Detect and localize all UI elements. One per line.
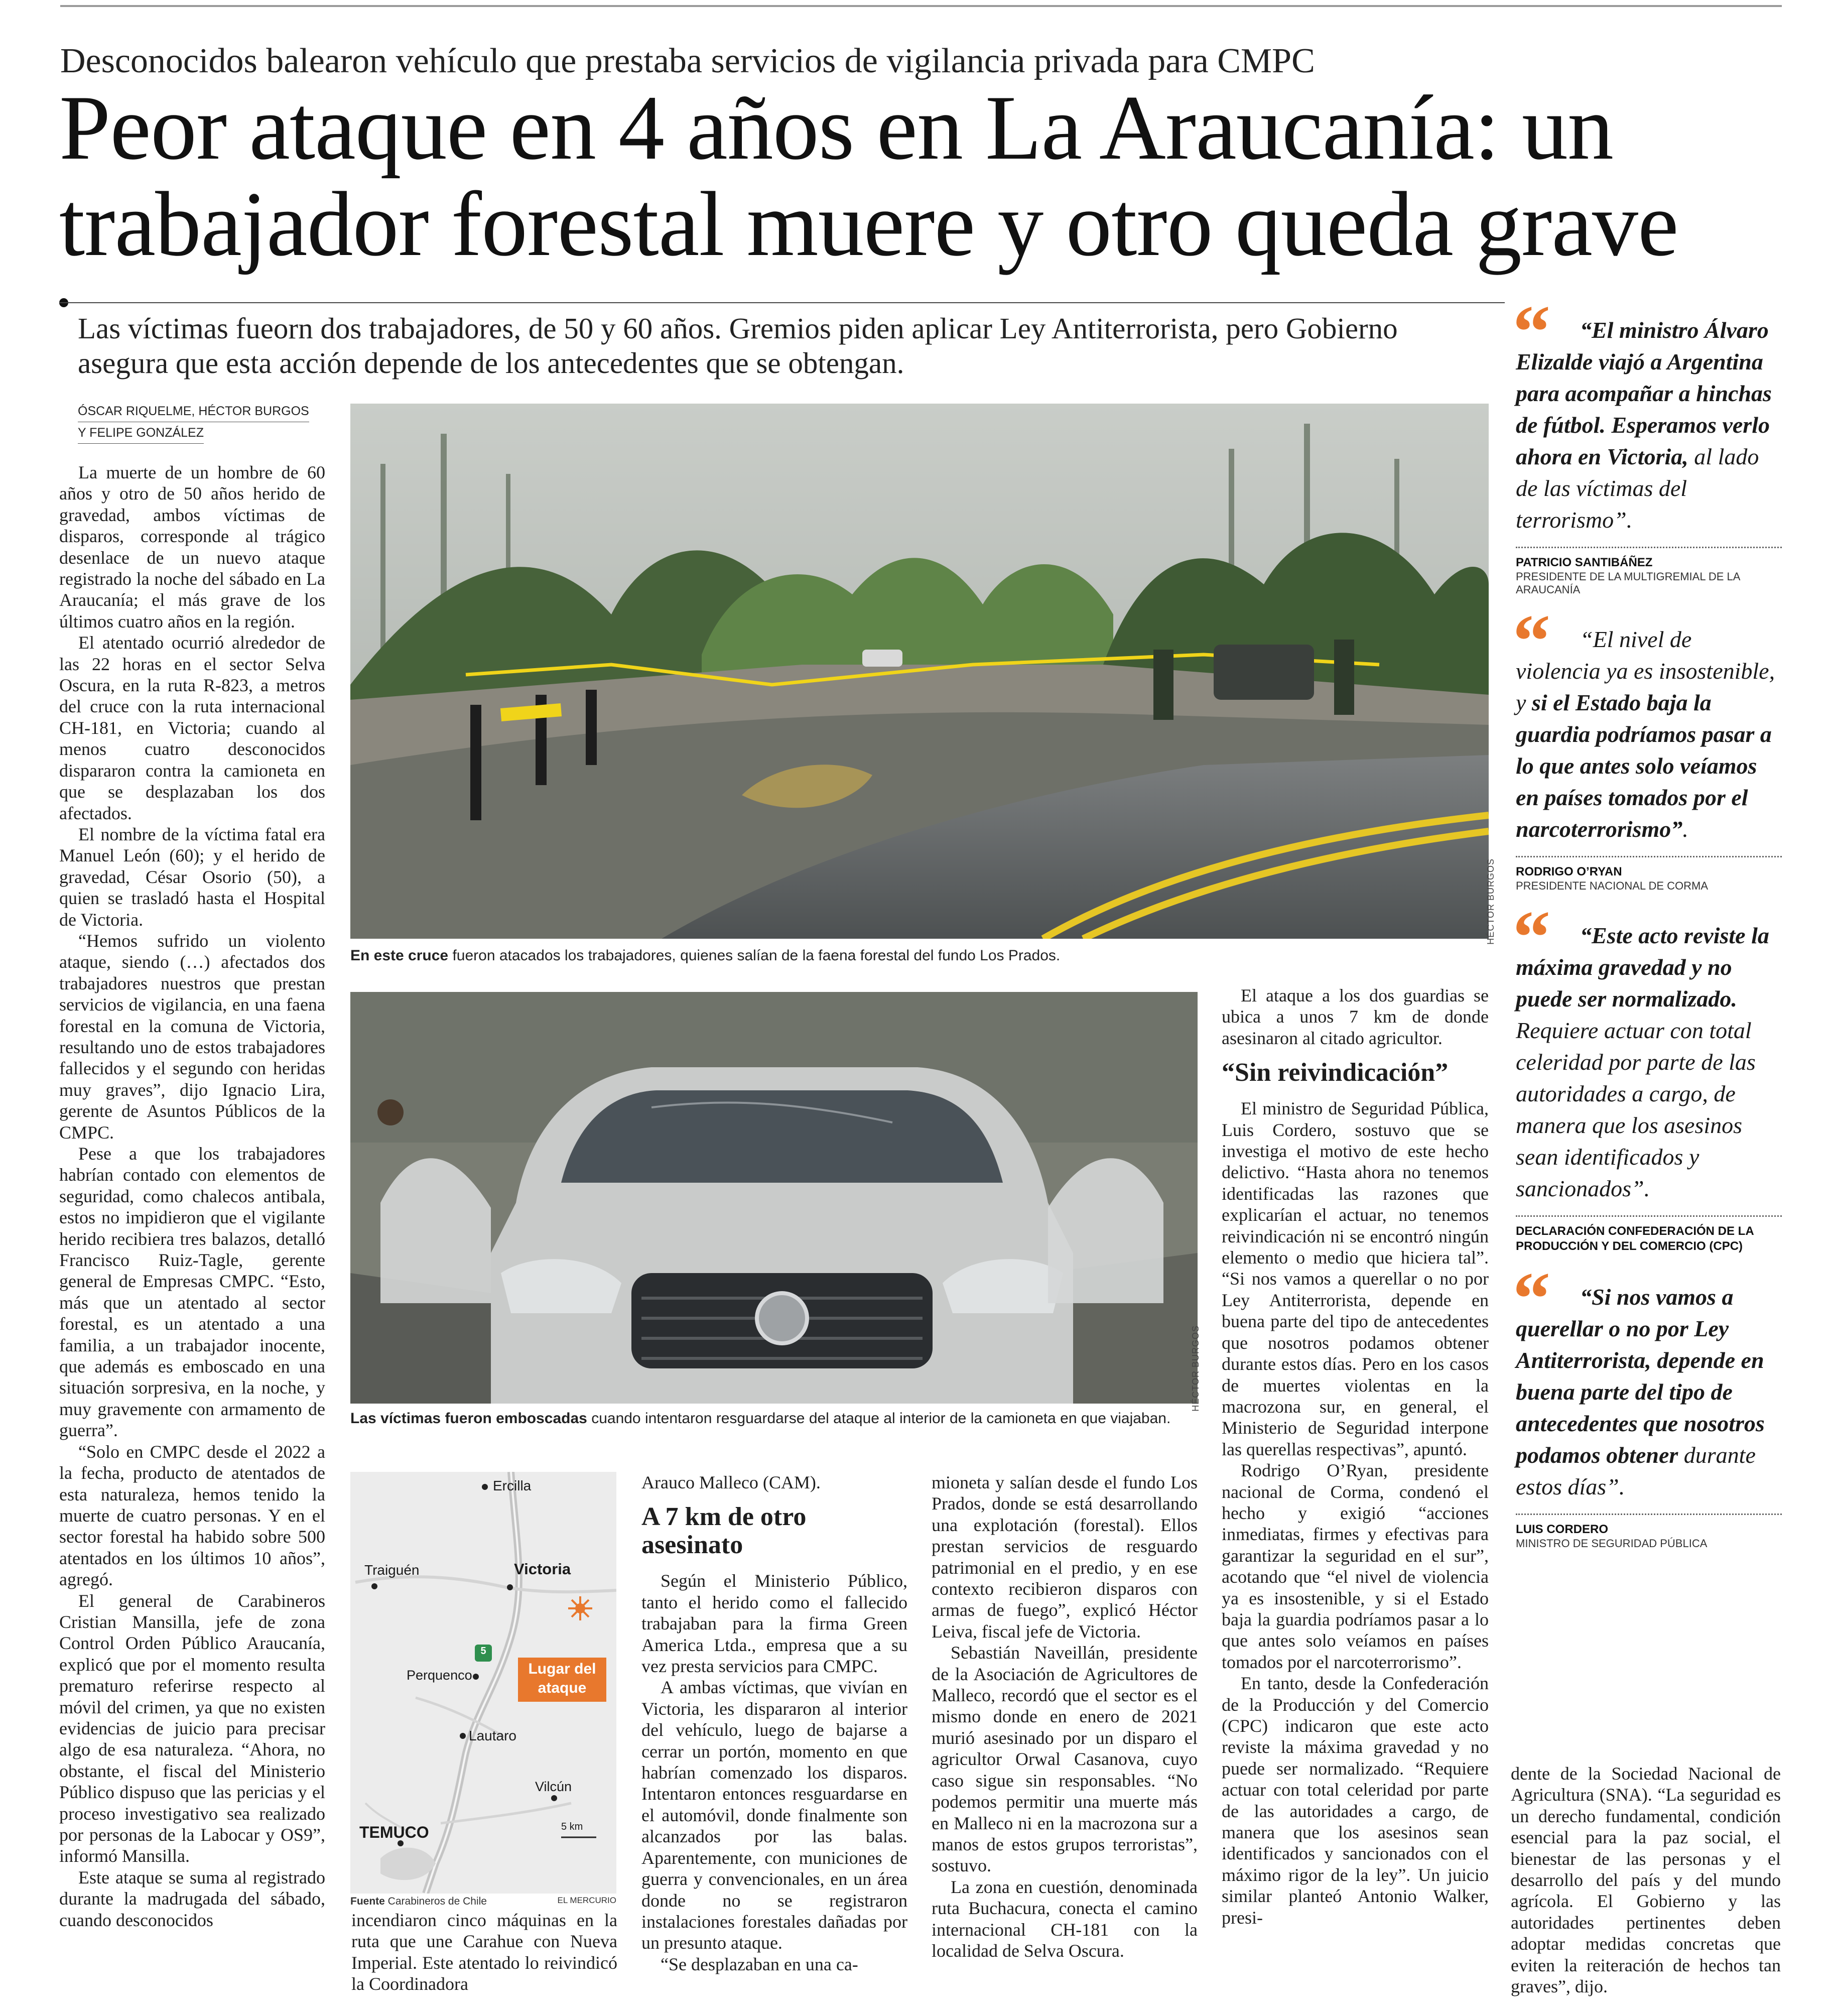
quote-emphasis: “El ministro Álvaro Elizalde viajó a Argentina para acompañar a hinchas de fútbol. Esperamos verlo ahora en Victoria,: [1516, 317, 1772, 469]
headline-line-2: trabajador forestal muere y otro queda grave: [59, 173, 1678, 275]
paragraph: Arauco Malleco (CAM).: [641, 1472, 821, 1492]
byline-line-1: ÓSCAR RIQUELME, HÉCTOR BURGOS: [78, 401, 309, 422]
pickup-truck-photo: [350, 992, 1198, 1404]
quote-author: DECLARACIÓN CONFEDERACIÓN DE LA PRODUCCIÓN Y DEL COMERCIO (CPC): [1516, 1224, 1754, 1253]
photo-credit: HÉCTOR BURGOS: [1486, 858, 1496, 945]
quote-author-role: PRESIDENTE DE LA MULTIGREMIAL DE LA ARAUCANÍA: [1516, 570, 1740, 596]
paragraph: El ataque a los dos guardias se ubica a unos 7 km de donde asesinaron al citado agricultor.: [1222, 985, 1489, 1048]
pull-quotes: [1513, 290, 1782, 1550]
article-column-3: [641, 1472, 907, 1975]
pull-quote: [1513, 896, 1782, 1254]
map-source-label: Fuente: [350, 1896, 385, 1907]
paragraph: incendiaron cinco máquinas en la ruta que une Carahue con Nueva Imperial. Este atentado lo reivindicó la Coordinadora: [351, 1910, 617, 1994]
paragraph: En tanto, desde la Confederación de la Producción y del Comercio (CPC) indicaron que este acto reviste la máxima gravedad y no puede ser normalizado. “Requiere actuar con total celeridad por parte de las autoridades a cargo, de manera que los asesinos sean identificados y sancionados con el máximo rigor de la ley”. Un juicio similar planteó Antonio Walker, presi-: [1222, 1673, 1489, 1928]
quote-author: RODRIGO O’RYAN: [1516, 865, 1622, 878]
paragraph: La muerte de un hombre de 60 años y otro de 50 años herido de gravedad, ambos víctimas de disparos, corresponde al trágico desenlace de un nuevo ataque registrado la noche del sábado en La Araucanía; el más grave de los últimos cuatro años en la región.: [59, 462, 325, 632]
crossing-photo: [350, 404, 1489, 939]
kicker: Desconocidos balearon vehículo que prestaba servicios de vigilancia privada para CMPC: [60, 42, 1315, 80]
paragraph: mioneta y salían desde el fundo Los Prados, donde se está desarrollando una explotación (forestal). Ellos prestan servicios de resguardo patrimonial en el predio, y en ese contexto recibieron disparos con armas de fuego”, explicó Héctor Leiva, fiscal jefe de Victoria.: [932, 1472, 1198, 1642]
photo-caption: [350, 1410, 1198, 1428]
paragraph: Pese a que los trabajadores habrían contado con elementos de seguridad, como chalecos antibala, estos no impidieron que el vigilante herido recibiera tres balazos, detalló Francisco Ruiz-Tagle, gerente general de Empresas CMPC. “Esto, más que un atentado al sector forestal, es un atentado a una familia, a un trabajador inocente, que además es emboscado en una situación sorpresiva, en la noche, y muy gravemente con armamento de guerra”.: [59, 1144, 325, 1441]
paragraph: El general de Carabineros Cristian Mansilla, jefe de zona Control Orden Público Araucanía, explicó que por el momento resulta prematuro referirse respecto al móvil del crimen, ya que no existen evidencias de juicio para precisar algo de esa naturaleza. “Ahora, no obstante, el fiscal del Ministerio Público dispuso que las pericias y el proceso investigativo sea realizado por personas de la Labocar y OS9”, informó Mansilla.: [59, 1590, 325, 1866]
caption-lead: Las víctimas fueron emboscadas: [350, 1410, 587, 1427]
place-temuco: TEMUCO: [359, 1823, 429, 1841]
pull-quote: [1513, 290, 1782, 596]
top-rule: [60, 5, 1782, 7]
quote-mark-icon: “: [1513, 599, 1550, 683]
paragraph: “Se desplazaban en una ca-: [661, 1954, 858, 1974]
paragraph: dente de la Sociedad Nacional de Agricultura (SNA). “La seguridad es un derecho fundamental, condición esencial para la paz social, el bienestar de las personas y el desarrollo del país y del mundo agrícola. El Gobierno y las autoridades pertinentes deben adoptar medidas concretas que eviten la reiteración de hechos tan graves”, dijo.: [1511, 1763, 1781, 1997]
place-lautaro: Lautaro: [469, 1728, 516, 1743]
subhead: “Sin reivindicación”: [1222, 1058, 1449, 1087]
quote-text: “Este acto reviste la máxima gravedad y no puede ser normalizado. Requiere actuar con total celeridad por parte de las autoridades a cargo, de manera que los asesinos sean identificados y sancionados”.: [1516, 923, 1769, 1201]
byline-line-2: Y FELIPE GONZÁLEZ: [78, 422, 204, 444]
quote-text: “Si nos vamos a querellar o no por Ley Antiterrorista, depende en buena parte del tipo de antecedentes que nosotros podamos obtener durante estos días”.: [1516, 1284, 1765, 1499]
attack-marker: [575, 1603, 585, 1613]
paragraph: El nombre de la víctima fatal era Manuel León (60); y el herido de gravedad, César Osorio (50), a quien se trasladó hasta el Hospital de Victoria.: [59, 824, 325, 930]
quote-mark-icon: “: [1513, 896, 1550, 979]
quote-author: LUIS CORDERO: [1516, 1523, 1609, 1536]
headline-line-1: Peor ataque en 4 años en La Araucanía: un: [59, 76, 1613, 179]
article-column-2: [351, 1910, 617, 1995]
paragraph: El ministro de Seguridad Pública, Luis Cordero, sostuvo que se investiga el motivo de este hecho delictivo. “Hasta ahora no tenemos identificadas las razones que explicarían el actuar, no tenemos reivindicación ni se encontró ningún elemento o medio que hiciera tal”. “Si nos vamos a querellar o no por Ley Antiterrorista, depende en buena parte del tipo de antecedentes que nosotros podamos obtener durante estos días. Pero en los casos de muertes violentas en la macrozona sur, en general, el Ministerio de Seguridad interpone las querellas respectivas”, apuntó.: [1222, 1098, 1489, 1459]
route-number: 5: [480, 1646, 486, 1657]
location-map: [350, 1472, 616, 1894]
map-scale: 5 km: [561, 1821, 583, 1832]
paragraph: “Hemos sufrido un violento ataque, siendo (…) afectados dos trabajadores nuestros que prestan servicios de vigilancia, en una faena forestal en la comuna de Victoria, resultando uno de estos trabajadores fallecidos y el segundo con heridas muy graves”, dijo Ignacio Lira, gerente de Asuntos Públicos de la CMPC.: [59, 930, 325, 1143]
quote-emphasis: si el Estado baja la guardia podríamos pasar a lo que antes solo veíamos en países tomados por el narcoterrorismo”: [1516, 690, 1772, 842]
paragraph: Rodrigo O’Ryan, presidente nacional de Corma, condenó el hecho y exigió “acciones inmediatas, firmes y efectivas para garantizar la seguridad en el sur”, acotando que “el nivel de violencia ya es insostenible, y si el Estado baja la guardia podríamos pasar a lo que antes solo veíamos en países tomados por el narcoterrorismo”.: [1222, 1460, 1489, 1672]
quote-divider: [1516, 1215, 1782, 1217]
pull-quote: [1513, 1257, 1782, 1550]
place-vilcun: Vilcún: [535, 1779, 572, 1794]
quote-divider: [1516, 1514, 1782, 1515]
place-perquenco: Perquenco: [407, 1668, 472, 1683]
quote-author-role: MINISTRO DE SEGURIDAD PÚBLICA: [1516, 1537, 1708, 1550]
deck-rule: [59, 302, 1505, 303]
deck: Las víctimas fueorn dos trabajadores, de 50 y 60 años. Gremios piden aplicar Ley Antiterrorista, pero Gobierno asegura que esta acción depende de los antecedentes que se obtengan.: [78, 312, 1398, 380]
article-column-5: [1222, 985, 1489, 1928]
paragraph: “Solo en CMPC desde el 2022 a la fecha, producto de atentados de esta naturaleza, hemos tenido la muerte de cuatro personas. Y en el sector forestal ha habido sobre 500 atentados en los últimos 10 años”, agregó.: [59, 1441, 325, 1590]
paragraph: La zona en cuestión, denominada ruta Buchacura, conecta el camino internacional CH-181 con la localidad de Selva Oscura.: [932, 1876, 1198, 1961]
pull-quote: [1513, 599, 1782, 893]
attack-label: Lugar del ataque: [528, 1661, 596, 1696]
map-publisher: EL MERCURIO: [557, 1896, 616, 1905]
quote-mark-icon: “: [1513, 290, 1550, 373]
paragraph: Este ataque se suma al registrado durante la madrugada del sábado, cuando desconocidos: [59, 1867, 325, 1930]
paragraph: El atentado ocurrió alrededor de las 22 horas en el sector Selva Oscura, en la ruta R-823, a metros del cruce con la ruta internacional CH-181, en Victoria; cuando al menos cuatro desconocidos dispararon contra la camioneta en que se desplazaban los dos afectados.: [59, 633, 325, 823]
article-column-1: [59, 462, 325, 1931]
place-traiguen: Traiguén: [364, 1562, 420, 1578]
paragraph: Sebastián Naveillán, presidente de la Asociación de Agricultores de Malleco, recordó que el sector es el mismo donde en enero de 2021 murió asesinado por un disparo el agricultor Orwal Casanova, cuyo caso sigue sin responsables. “No podemos permitir una muerte más en Malleco ni en la macrozona sur a manos de estos grupos terroristas”, sostuvo.: [932, 1643, 1198, 1876]
caption-text: cuando intentaron resguardarse del ataque al interior de la camioneta en que viajaban.: [587, 1410, 1171, 1427]
quote-divider: [1516, 547, 1782, 548]
paragraph: A ambas víctimas, que vivían en Victoria, les dispararon al interior del vehículo, luego de bajarse a cerrar un portón, momento en que habrían comenzado los disparos. Intentaron entonces resguardarse en el automóvil, donde finalmente son alcanzados por las balas. Aparentemente, con municiones de guerra y convencionales, en un área donde no se registraron instalaciones forestales dañadas por un presunto ataque.: [641, 1677, 907, 1953]
map-source-text: Carabineros de Chile: [384, 1896, 487, 1907]
quote-emphasis: “Este acto reviste la máxima gravedad y no puede ser normalizado.: [1516, 923, 1769, 1012]
place-ercilla: Ercilla: [493, 1478, 532, 1493]
map-source: [350, 1896, 616, 1908]
article-column-6: [1511, 1763, 1781, 1997]
byline: [78, 401, 319, 444]
quote-mark-icon: “: [1513, 1257, 1550, 1340]
quote-author-role: PRESIDENTE NACIONAL DE CORMA: [1516, 879, 1709, 892]
article-column-4: [932, 1472, 1198, 1961]
caption-lead: En este cruce: [350, 947, 449, 964]
quote-text: “El nivel de violencia ya es insostenible, y si el Estado baja la guardia podríamos pasar a lo que antes solo veíamos en países tomados por el narcoterrorismo”.: [1516, 626, 1775, 842]
photo-credit: HÉCTOR BURGOS: [1191, 1325, 1201, 1412]
paragraph: Según el Ministerio Público, tanto el herido como el fallecido trabajaban para la firma Green America Ltda., empresa que a su vez presta servicios para CMPC.: [641, 1571, 907, 1677]
caption-text: fueron atacados los trabajadores, quienes salían de la faena forestal del fundo Los Prados.: [448, 947, 1061, 964]
quote-emphasis: “Si nos vamos a querellar o no por Ley Antiterrorista, depende en buena parte del tipo de antecedentes que nosotros podamos obtener: [1516, 1284, 1765, 1468]
quote-divider: [1516, 856, 1782, 857]
quote-author: PATRICIO SANTIBÁÑEZ: [1516, 556, 1653, 569]
subhead: A 7 km de otro asesinato: [641, 1502, 807, 1560]
place-victoria: Victoria: [514, 1560, 571, 1578]
photo-caption: [350, 947, 1489, 965]
quote-text: “El ministro Álvaro Elizalde viajó a Argentina para acompañar a hinchas de fútbol. Esperamos verlo ahora en Victoria, al lado de las víctimas del terrorismo”.: [1516, 317, 1772, 533]
headline: [59, 76, 1776, 275]
